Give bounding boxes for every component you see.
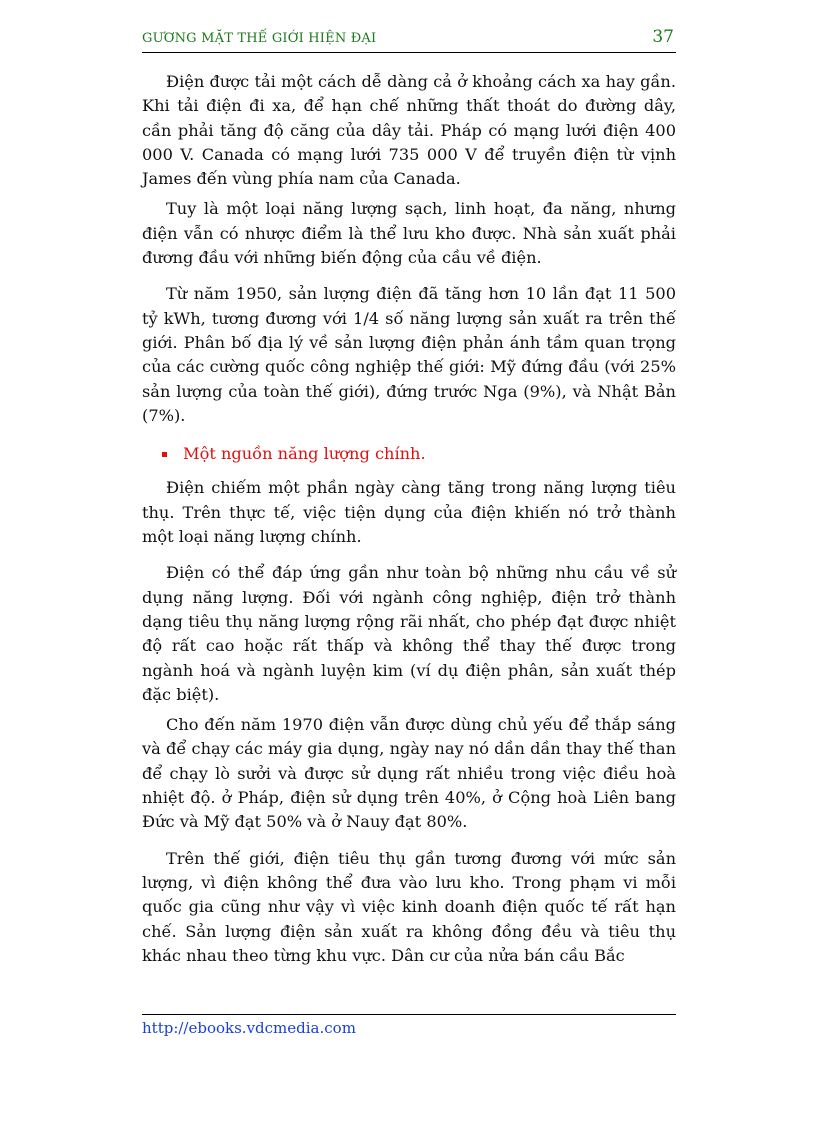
page-body <box>142 70 676 980</box>
page-footer <box>142 1014 676 1037</box>
paragraph: Từ năm 1950, sản lượng điện đã tăng hơn 10 lần đạt 11 500 tỷ kWh, tương đương với 1/4 số năng lượng sản xuất ra trên thế giới. Phân bố địa lý về sản lượng điện phản ánh tầm quan trọng của các cường quốc công nghiệp thế giới: Mỹ đứng đầu (với 25% sản lượng của toàn thế giới), đứng trước Nga (9%), và Nhật Bản (7%). <box>142 284 676 425</box>
section-bullet <box>162 442 676 466</box>
paragraph: Trên thế giới, điện tiêu thụ gần tương đương với mức sản lượng, vì điện không thể đưa vào lưu kho. Trong phạm vi mỗi quốc gia cũng như vậy vì việc kinh doanh điện quốc tế rất hạn chế. Sản lượng điện sản xuất ra không đồng đều và tiêu thụ khác nhau theo từng khu vực. Dân cư của nửa bán cầu Bắc <box>142 848 676 965</box>
paragraph: Tuy là một loại năng lượng sạch, linh hoạt, đa năng, nhưng điện vẫn có nhược điểm là thể lưu kho được. Nhà sản xuất phải đương đầu với những biến động của cầu về điện. <box>142 199 676 268</box>
section-bullet-text: Một nguồn năng lượng chính. <box>183 444 426 464</box>
paragraph: Cho đến năm 1970 điện vẫn được dùng chủ yếu để thắp sáng và để chạy các máy gia dụng, ngày nay nó dần dần thay thế than để chạy lò sưởi và được sử dụng rất nhiều trong việc điều hoà nhiệt độ. ở Pháp, điện sử dụng trên 40%, ở Cộng hoà Liên bang Đức và Mỹ đạt 50% và ở Nauy đạt 80%. <box>142 715 676 832</box>
paragraph: Điện được tải một cách dễ dàng cả ở khoảng cách xa hay gần. Khi tải điện đi xa, để hạn chế những thất thoát do đường dây, cần phải tăng độ căng của dây tải. Pháp có mạng lưới điện 400 000 V. Canada có mạng lưới 735 000 V để truyền điện từ vịnh James đến vùng phía nam của Canada. <box>142 72 676 189</box>
paragraph: Điện chiếm một phần ngày càng tăng trong năng lượng tiêu thụ. Trên thực tế, việc tiện dụng của điện khiến nó trở thành một loại năng lượng chính. <box>142 478 676 547</box>
page-number: 37 <box>652 27 674 47</box>
page-header <box>142 28 676 53</box>
paragraph: Điện có thể đáp ứng gần như toàn bộ những nhu cầu về sử dụng năng lượng. Đối với ngành công nghiệp, điện trở thành dạng tiêu thụ năng lượng rộng rãi nhất, cho phép đạt được nhiệt độ rất cao hoặc rất thấp và không thể thay thế được trong ngành hoá và ngành luyện kim (ví dụ điện phân, sản xuất thép đặc biệt). <box>142 563 676 704</box>
running-title: GƯƠNG MẶT THẾ GIỚI HIỆN ĐẠI <box>142 31 377 46</box>
square-bullet-icon <box>162 452 167 457</box>
footer-link[interactable]: http://ebooks.vdcmedia.com <box>142 1019 356 1037</box>
